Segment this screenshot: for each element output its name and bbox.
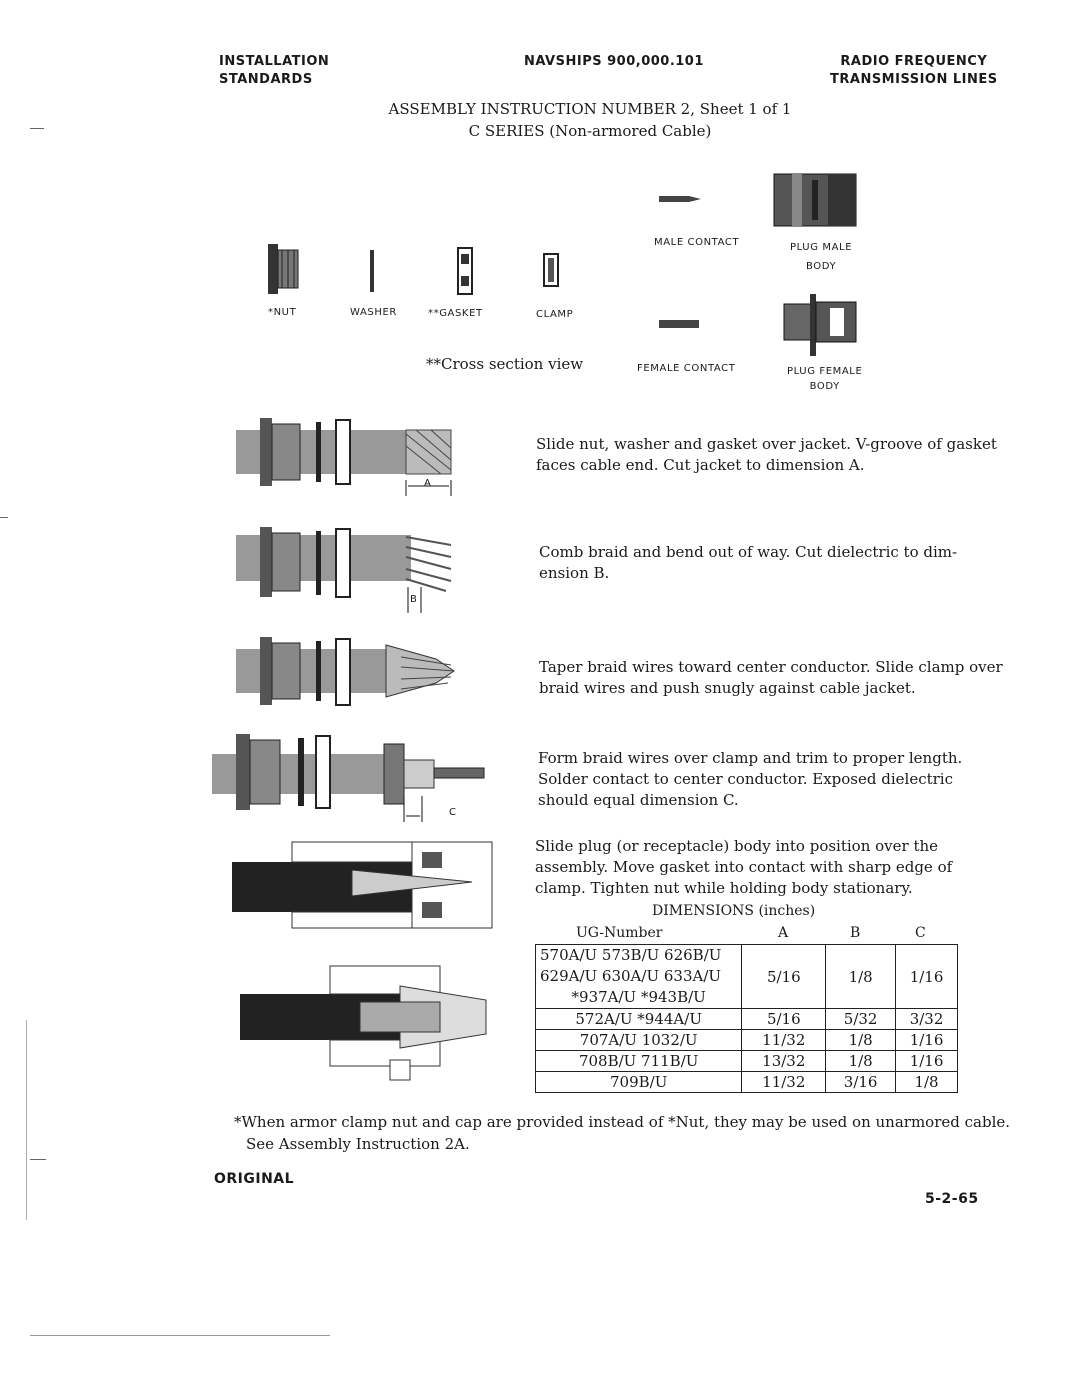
margin-mark bbox=[0, 517, 8, 518]
dimension-a-label: A bbox=[424, 478, 432, 489]
dim-a-cell: 13/32 bbox=[742, 1051, 826, 1072]
dim-a-cell: 5/16 bbox=[742, 1009, 826, 1030]
plug-male-body-label bbox=[790, 238, 852, 276]
column-header-b: B bbox=[850, 925, 861, 941]
step1-text bbox=[536, 434, 997, 476]
dim-a-cell: 11/32 bbox=[742, 1030, 826, 1051]
dim-a-cell: 5/16 bbox=[742, 945, 826, 1009]
step1-illustration bbox=[236, 412, 456, 497]
ug-number-cell bbox=[536, 945, 742, 1009]
step2-line2: ension B. bbox=[539, 564, 610, 582]
table-row bbox=[536, 945, 958, 1009]
plug-male-body-label-line1: PLUG MALE bbox=[790, 242, 853, 253]
column-header-c: C bbox=[915, 925, 926, 941]
header-right bbox=[830, 53, 998, 89]
table-row bbox=[536, 1051, 958, 1072]
step4-illustration bbox=[212, 730, 488, 825]
parts-illustrations bbox=[260, 240, 580, 310]
step1-line1: Slide nut, washer and gasket over jacket. V-groove of gasket bbox=[536, 435, 997, 453]
step5-line2: assembly. Move gasket into contact with sharp edge of bbox=[535, 858, 953, 876]
header-left bbox=[219, 53, 329, 89]
page-number: 5-2-65 bbox=[925, 1191, 979, 1207]
dimension-b-label: B bbox=[410, 594, 418, 605]
margin-mark bbox=[30, 1159, 46, 1160]
female-contact-illustration bbox=[655, 315, 705, 333]
step5-text bbox=[535, 836, 952, 899]
table-row bbox=[536, 1072, 958, 1093]
ug-number-cell: 707A/U 1032/U bbox=[536, 1030, 742, 1051]
ug-number-cell: 572A/U *944A/U bbox=[536, 1009, 742, 1030]
page-title bbox=[340, 98, 840, 142]
ug-number-cell: 708B/U 711B/U bbox=[536, 1051, 742, 1072]
footnote bbox=[234, 1111, 1010, 1155]
nut-label: *NUT bbox=[268, 307, 297, 318]
step5-illustration bbox=[232, 838, 498, 933]
plug-male-body-illustration bbox=[772, 172, 858, 228]
header-left-line1: INSTALLATION bbox=[219, 54, 330, 69]
step4-line3: should equal dimension C. bbox=[538, 791, 739, 809]
dim-b-cell: 3/16 bbox=[826, 1072, 896, 1093]
step5-line1: Slide plug (or receptacle) body into position over the bbox=[535, 837, 939, 855]
nut-illustration bbox=[268, 244, 298, 294]
male-contact-illustration bbox=[655, 190, 705, 210]
dimension-c-label: C bbox=[449, 807, 457, 818]
footnote-line2: See Assembly Instruction 2A. bbox=[246, 1135, 470, 1153]
header-right-line2: TRANSMISSION LINES bbox=[830, 72, 998, 87]
step5-line3: clamp. Tighten nut while holding body stationary. bbox=[535, 879, 913, 897]
plug-female-body-label bbox=[787, 364, 862, 394]
step3-line1: Taper braid wires toward center conductor. Slide clamp over bbox=[539, 658, 1003, 676]
ug-line: 570A/U 573B/U 626B/U bbox=[540, 946, 722, 964]
title-line1: ASSEMBLY INSTRUCTION NUMBER 2, Sheet 1 of 1 bbox=[388, 100, 792, 118]
plug-female-body-label-line2: BODY bbox=[809, 381, 840, 392]
clamp-illustration bbox=[544, 254, 558, 286]
washer-illustration bbox=[370, 250, 374, 292]
dim-c-cell: 3/32 bbox=[896, 1009, 958, 1030]
column-header-ug: UG-Number bbox=[576, 925, 663, 941]
step3-line2: braid wires and push snugly against cable jacket. bbox=[539, 679, 916, 697]
title-line2: C SERIES (Non-armored Cable) bbox=[468, 122, 712, 140]
plug-female-body-label-line1: PLUG FEMALE bbox=[787, 366, 863, 377]
table-row bbox=[536, 1009, 958, 1030]
dim-b-cell: 5/32 bbox=[826, 1009, 896, 1030]
dim-c-cell: 1/16 bbox=[896, 1030, 958, 1051]
dim-b-cell: 1/8 bbox=[826, 1030, 896, 1051]
step4-line2: Solder contact to center conductor. Exposed dielectric bbox=[538, 770, 953, 788]
female-contact-label: FEMALE CONTACT bbox=[637, 363, 736, 374]
cross-section-note: **Cross section view bbox=[426, 355, 584, 373]
plug-female-body-illustration bbox=[780, 292, 860, 358]
gasket-label: **GASKET bbox=[428, 308, 483, 319]
step1-line2: faces cable end. Cut jacket to dimension A. bbox=[536, 456, 865, 474]
footnote-line1: *When armor clamp nut and cap are provided instead of *Nut, they may be used on unarmored cable. bbox=[234, 1113, 1011, 1131]
dim-c-cell: 1/8 bbox=[896, 1072, 958, 1093]
male-contact-label: MALE CONTACT bbox=[654, 237, 740, 248]
dim-b-cell: 1/8 bbox=[826, 1051, 896, 1072]
step3-text bbox=[539, 657, 1003, 699]
dimensions-caption: DIMENSIONS (inches) bbox=[652, 903, 816, 919]
table-row bbox=[536, 1030, 958, 1051]
header-right-line1: RADIO FREQUENCY bbox=[840, 54, 988, 69]
bottom-rule bbox=[30, 1335, 330, 1336]
step4-text bbox=[538, 748, 962, 811]
step2-illustration bbox=[236, 525, 456, 615]
dim-c-cell: 1/16 bbox=[896, 1051, 958, 1072]
dim-b-cell: 1/8 bbox=[826, 945, 896, 1009]
margin-line bbox=[26, 1020, 27, 1220]
plug-male-body-label-line2: BODY bbox=[805, 261, 837, 272]
dim-a-cell: 11/32 bbox=[742, 1072, 826, 1093]
margin-mark bbox=[30, 128, 44, 129]
ug-number-cell: 709B/U bbox=[536, 1072, 742, 1093]
gasket-illustration bbox=[458, 248, 472, 294]
ug-line: 629A/U 630A/U 633A/U bbox=[540, 967, 722, 985]
clamp-label: CLAMP bbox=[536, 309, 574, 320]
step2-text bbox=[539, 542, 957, 584]
column-header-a: A bbox=[778, 925, 789, 941]
header-center: NAVSHIPS 900,000.101 bbox=[524, 54, 704, 69]
step2-line1: Comb braid and bend out of way. Cut dielectric to dim- bbox=[539, 543, 958, 561]
washer-label: WASHER bbox=[350, 307, 397, 318]
footer-original: ORIGINAL bbox=[214, 1171, 295, 1187]
step4-line1: Form braid wires over clamp and trim to proper length. bbox=[538, 749, 963, 767]
dim-c-cell: 1/16 bbox=[896, 945, 958, 1009]
step6-illustration bbox=[240, 962, 490, 1082]
ug-line: *937A/U *943B/U bbox=[571, 988, 706, 1006]
header-left-line2: STANDARDS bbox=[219, 72, 313, 87]
dimensions-table bbox=[535, 944, 958, 1093]
step3-illustration bbox=[236, 635, 456, 715]
